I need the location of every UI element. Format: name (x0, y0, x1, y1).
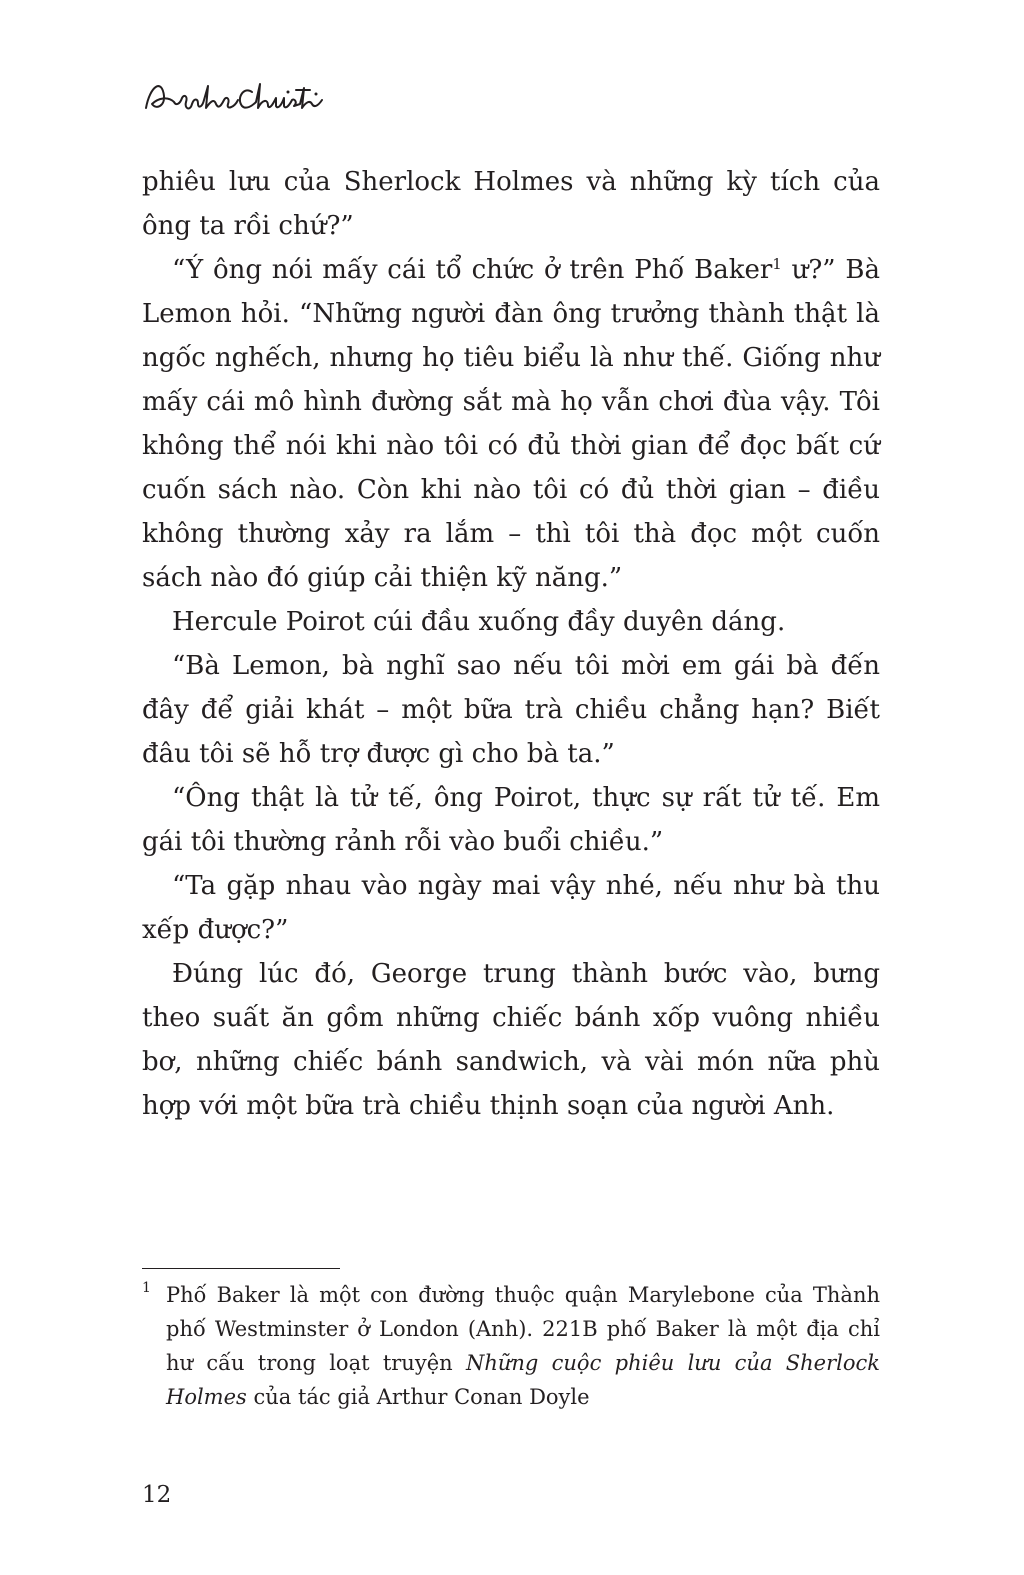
body-text (142, 160, 880, 1128)
paragraph: “Bà Lemon, bà nghĩ sao nếu tôi mời em gái bà đến đây để giải khát – một bữa trà chiều chẳng hạn? Biết đâu tôi sẽ hỗ trợ được gì cho bà ta.” (142, 651, 880, 769)
signature-icon (140, 68, 330, 128)
page-number: 12 (142, 1482, 172, 1508)
footnote-text: Phố Baker là một con đường thuộc quận Marylebone của Thành phố Westminster ở London (Anh). 221B phố Baker là một địa chỉ hư cấu trong loạt truyện (166, 1283, 880, 1375)
footnote-italic-title: Những cuộc phiêu lưu của Sherlock Holmes (166, 1351, 880, 1409)
paragraph: Đúng lúc đó, George trung thành bước vào, bưng theo suất ăn gồm những chiếc bánh xốp vuông nhiều bơ, những chiếc bánh sandwich, và vài món nữa phù hợp với một bữa trà chiều thịnh soạn của người Anh. (142, 959, 880, 1121)
footnote-number: 1 (142, 1280, 151, 1296)
paragraph-text: ư?” Bà Lemon hỏi. “Những người đàn ông trưởng thành thật là ngốc nghếch, nhưng họ tiêu biểu là như thế. Giống như mấy cái mô hình đường sắt mà họ vẫn chơi đùa vậy. Tôi không thể nói khi nào tôi có đủ thời gian để đọc bất cứ cuốn sách nào. Còn khi nào tôi có đủ thời gian – điều không thường xảy ra lắm – thì tôi thà đọc một cuốn sách nào đó giúp cải thiện kỹ năng.” (142, 255, 880, 593)
footnote (142, 1278, 880, 1414)
paragraph: phiêu lưu của Sherlock Holmes và những kỳ tích của ông ta rồi chứ?” (142, 167, 880, 241)
footnote-divider (142, 1268, 340, 1269)
footnote-text: của tác giả Arthur Conan Doyle (246, 1385, 590, 1409)
paragraph-text: “Ý ông nói mấy cái tổ chức ở trên Phố Baker (172, 255, 773, 285)
author-signature (140, 68, 330, 128)
paragraph (142, 248, 880, 600)
footnote-reference[interactable]: 1 (772, 255, 782, 273)
footnote-body (166, 1278, 880, 1414)
paragraph: “Ông thật là tử tế, ông Poirot, thực sự rất tử tế. Em gái tôi thường rảnh rỗi vào buổi chiều.” (142, 783, 880, 857)
paragraph: “Ta gặp nhau vào ngày mai vậy nhé, nếu như bà thu xếp được?” (142, 871, 880, 945)
paragraph: Hercule Poirot cúi đầu xuống đầy duyên dáng. (172, 607, 786, 637)
